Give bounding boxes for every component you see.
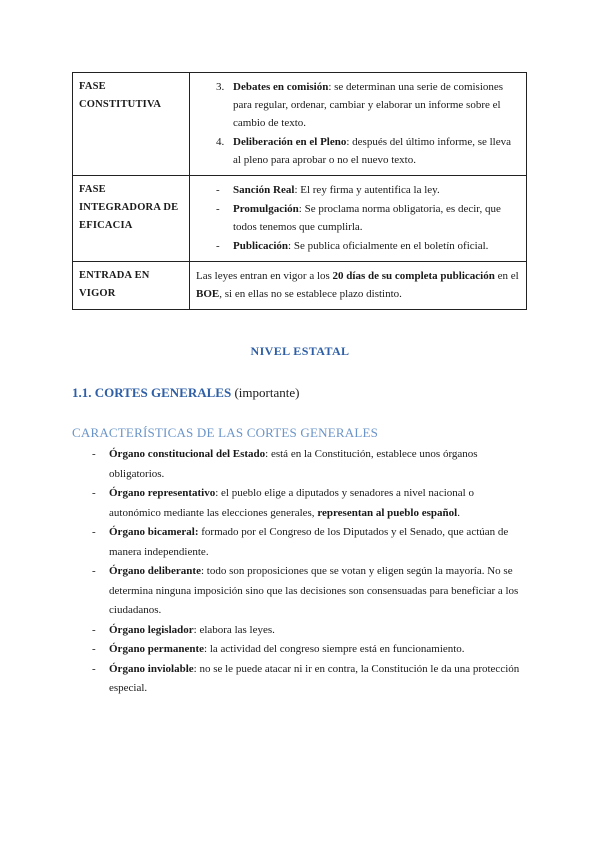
list-item [196,78,520,132]
item-description: : el pueblo elige a diputados y senadores a nivel nacional o autonómico mediante las elecciones generales, [109,487,474,519]
row-label: ENTRADA EN VIGOR [73,262,190,310]
item-description: : El rey firma y autentifica la ley. [294,184,440,196]
list-dash: - [216,184,220,196]
item-description: formado por el Congreso de los Diputados y el Senado, que actúan de manera independiente. [109,526,509,558]
list-item [196,133,520,169]
characteristics-heading: CARACTERÍSTICAS DE LAS CORTES GENERALES [72,425,379,440]
item-description: : elabora las leyes. [193,623,275,636]
row-content [190,73,527,176]
item-term: Órgano deliberante [109,565,201,577]
list-number: 3. [216,81,225,93]
item-emphasis: representan al pueblo español [317,506,458,519]
item-description: : la actividad del congreso siempre está en funcionamiento. [204,643,465,655]
list-number: 4. [216,136,225,148]
nivel-heading: NIVEL ESTATAL [250,344,350,358]
row-text-bold: 20 días de su completa publicación [332,270,495,282]
characteristics-list [92,445,524,699]
row-text: en el [494,270,519,282]
list-item: - Órgano bicameral: formado por el Congreso de los Diputados y el Senado, que actúan de manera independiente. [92,526,509,558]
law-phases-table [72,72,527,310]
item-term: Sanción Real [233,184,295,196]
item-description: : no se le puede atacar ni ir en contra, la Constitución le da una protección especial. [109,662,520,694]
item-description: : se determinan una serie de comisiones para regular, ordenar, cambiar y elaborar un informe sobre el cambio de texto. [233,81,504,129]
list-item: - Órgano representativo: el pueblo elige a diputados y senadores a nivel nacional o autonómico mediante las elecciones generales, representan al pueblo español. [92,487,474,519]
list-item [196,181,520,199]
row-label: FASE CONSTITUTIVA [73,73,190,176]
item-term: Órgano permanente [109,643,205,655]
row-label: FASE INTEGRADORA DE EFICACIA [73,176,190,262]
section-heading [72,385,299,401]
table-row [73,73,527,176]
list-item: - Órgano permanente: la actividad del congreso siempre está en funcionamiento. [92,643,465,655]
row-content [190,176,527,262]
list-dash: - [216,240,220,252]
item-description: : Se publica oficialmente en el boletín oficial. [288,240,489,252]
item-term: Deliberación en el Pleno [233,136,347,148]
list-item: - Órgano deliberante: todo son proposiciones que se votan y eligen según la mayoría. No se determina ninguna imposición sino que las decisiones son consensuadas para beneficiar a los ciudadanos. [92,565,519,616]
item-term: Debates en comisión [233,81,329,93]
section-title: 1.1. CORTES GENERALES [72,385,232,400]
item-term: Promulgación [233,203,299,215]
item-term: Órgano constitucional del Estado [109,448,266,460]
list-item: - Órgano legislador: elabora las leyes. [92,623,275,636]
list-item [196,237,520,255]
item-description: : todo son proposiciones que se votan y eligen según la mayoría. No se determina ninguna imposición sino que las decisiones son consensuadas para beneficiar a los ciudadanos. [109,565,519,616]
row-content [190,262,527,310]
item-description: : Se proclama norma obligatoria, es decir, que todos tenemos que cumplirla. [233,203,501,233]
item-description: : después del último informe, se lleva al pleno para aprobar o no el nuevo texto. [233,136,511,166]
list-dash: - [216,203,220,215]
section-note: (importante) [231,385,300,400]
row-text: Las leyes entran en vigor a los [196,270,333,282]
item-term: Órgano representativo [109,487,216,499]
item-description: . [457,506,460,519]
item-term: Órgano bicameral: [109,526,199,538]
row-text: , si en ellas no se establece plazo distinto. [219,288,402,300]
table-row [73,176,527,262]
item-term: Órgano inviolable [109,662,194,675]
item-description: : está en la Constitución, establece unos órganos obligatorios. [109,448,478,480]
list-item [196,200,520,236]
row-text-bold: BOE [196,288,220,300]
item-term: Publicación [233,240,289,252]
item-term: Órgano legislador [109,623,194,636]
list-item: - Órgano inviolable: no se le puede atacar ni ir en contra, la Constitución le da una protección especial. [92,662,520,694]
table-row [73,262,527,310]
list-item: - Órgano constitucional del Estado: está en la Constitución, establece unos órganos obligatorios. [92,448,478,480]
